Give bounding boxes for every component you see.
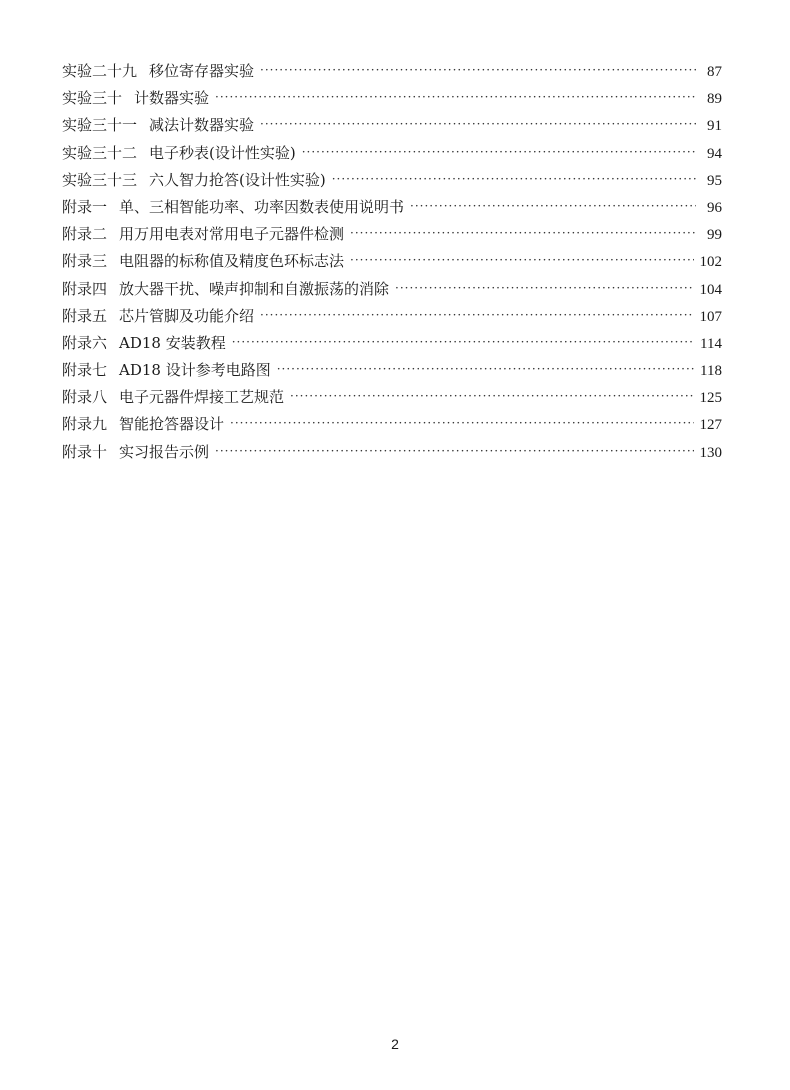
toc-entry-label: 附录七 [62,361,108,380]
toc-entry-page-number: 91 [707,118,722,135]
toc-entry-page-number: 127 [699,417,722,434]
toc-dot-leader [302,139,696,166]
toc-entry-title: 减法计数器实验 [149,116,255,135]
toc-dot-leader [260,57,696,84]
toc-entry-title: 计数器实验 [134,89,210,108]
toc-entry-title: 电阻器的标称值及精度色环标志法 [119,252,345,271]
toc-dot-leader [277,356,694,383]
toc-entry-title: 电子元器件焊接工艺规范 [119,388,285,407]
toc-entry[interactable] [62,439,722,466]
toc-entry-label: 附录二 [62,225,108,244]
toc-dot-leader [290,383,693,410]
toc-entry[interactable] [62,221,722,248]
toc-entry[interactable] [62,276,722,303]
toc-dot-leader [260,302,693,329]
toc-entry-label: 附录三 [62,252,108,271]
toc-entry[interactable] [62,303,722,330]
toc-entry-title: 智能抢答器设计 [119,415,225,434]
toc-entry[interactable] [62,384,722,411]
toc-entry-label: 实验二十九 [62,62,138,80]
toc-entry-page-number: 96 [707,199,722,216]
toc-dot-leader [230,410,693,437]
toc-dot-leader [260,111,696,138]
toc-entry-title: 放大器干扰、噪声抑制和自激振荡的消除 [119,279,390,298]
toc-entry-label: 附录一 [62,197,108,216]
toc-entry-page-number: 94 [707,145,722,162]
toc-entry-title: 单、三相智能功率、功率因数表使用说明书 [119,197,405,216]
toc-entry[interactable] [62,411,722,438]
toc-dot-leader [215,438,693,465]
toc-entry[interactable] [62,112,722,139]
toc-entry-title: 用万用电表对常用电子元器件检测 [119,225,345,244]
toc-entry[interactable] [62,140,722,167]
toc-entry-page-number: 104 [699,281,722,298]
toc-entry-title: 六人智力抢答(设计性实验) [149,170,326,189]
toc-entry-title: 芯片管脚及功能介绍 [119,306,255,325]
toc-dot-leader [410,193,696,220]
toc-entry-page-number: 114 [700,335,722,352]
toc-entry-label: 附录六 [62,333,108,352]
toc-entry-title: 电子秒表(设计性实验) [149,143,296,162]
toc-entry-label: 实验三十三 [62,170,138,189]
toc-entry-page-number: 95 [707,172,722,189]
toc-entry[interactable] [62,167,722,194]
toc-entry-title: AD18 设计参考电路图 [119,361,271,380]
toc-entry-page-number: 130 [699,444,722,461]
toc-entry-page-number: 102 [699,254,722,271]
toc-entry-label: 实验三十 [62,89,123,108]
toc-entry-page-number: 99 [707,227,722,244]
table-of-contents [62,58,722,466]
toc-entry-label: 附录九 [62,415,108,434]
toc-entry-page-number: 89 [707,91,722,108]
toc-dot-leader [395,275,693,302]
toc-entry[interactable] [62,248,722,275]
toc-entry-title: AD18 安装教程 [119,333,226,352]
toc-entry-page-number: 107 [699,308,722,325]
toc-entry-label: 附录五 [62,306,108,325]
toc-entry-title: 移位寄存器实验 [149,62,255,80]
toc-entry-label: 实验三十二 [62,143,138,162]
toc-entry[interactable] [62,330,722,357]
toc-entry[interactable] [62,357,722,384]
toc-entry[interactable] [62,58,722,85]
toc-entry-page-number: 87 [707,64,722,80]
toc-dot-leader [350,247,693,274]
toc-entry[interactable] [62,85,722,112]
toc-dot-leader [232,329,694,356]
toc-dot-leader [215,84,696,111]
toc-entry-title: 实习报告示例 [119,442,210,461]
toc-entry[interactable] [62,194,722,221]
toc-entry-label: 实验三十一 [62,116,138,135]
toc-entry-page-number: 125 [699,390,722,407]
toc-entry-page-number: 118 [700,363,722,380]
page-number: 2 [391,1036,399,1052]
toc-dot-leader [332,166,696,193]
toc-entry-label: 附录十 [62,442,108,461]
toc-dot-leader [350,220,696,247]
toc-entry-label: 附录八 [62,388,108,407]
toc-entry-label: 附录四 [62,279,108,298]
